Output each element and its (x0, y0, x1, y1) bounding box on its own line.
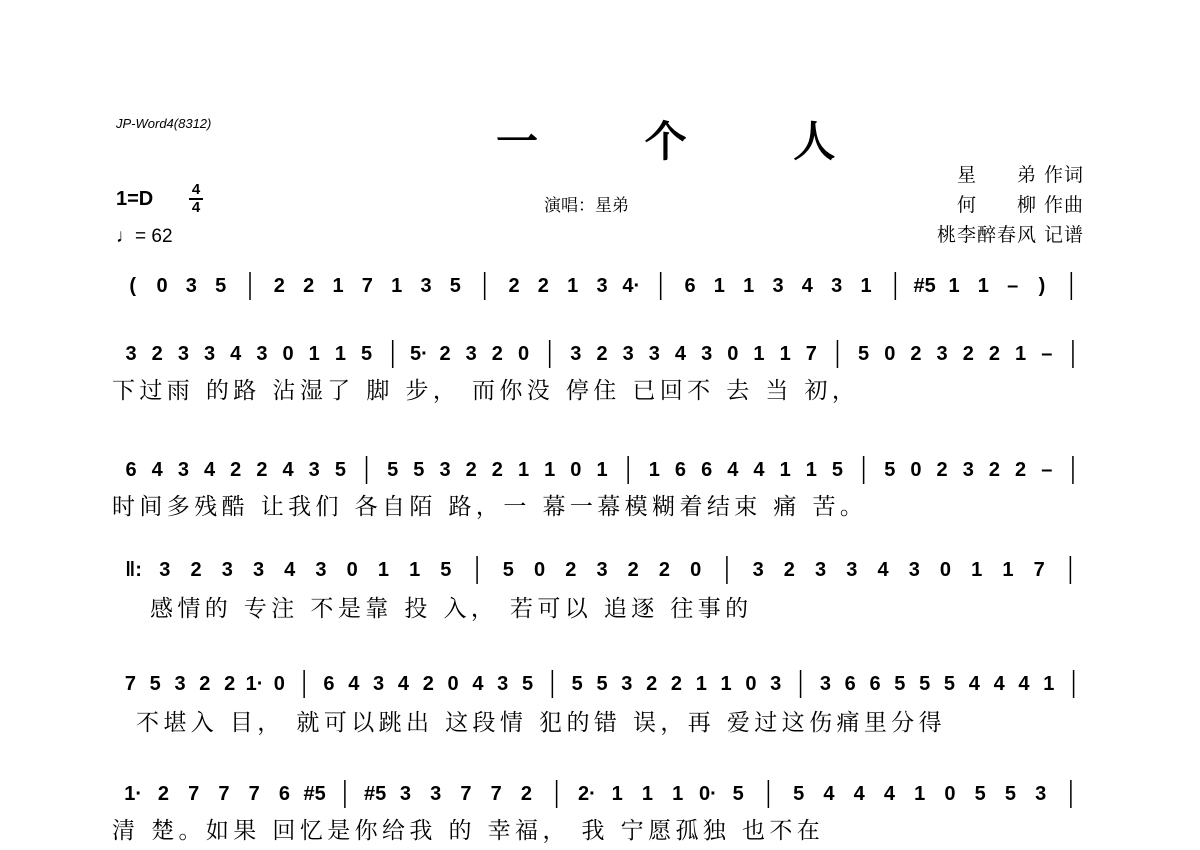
note-symbol: 3 (908, 559, 920, 581)
note-symbol: 1 (914, 783, 926, 805)
note-symbol: 1 (720, 673, 732, 695)
note-symbol: 4 (674, 343, 687, 365)
note-symbol: 6 (844, 673, 856, 695)
note-symbol: 3 (772, 275, 784, 297)
note-symbol: 2 (565, 559, 577, 581)
note-symbol: 1 (743, 275, 755, 297)
note-symbol: 3 (221, 559, 233, 581)
note-symbol: 7 (1033, 559, 1045, 581)
note-symbol: 1 (596, 459, 608, 481)
note-symbol: 6 (323, 673, 335, 695)
note-symbol: 2 (422, 673, 434, 695)
note-symbol: 2 (491, 459, 503, 481)
note-symbol: 1 (779, 459, 791, 481)
note-symbol: 2 (256, 459, 268, 481)
note-symbol: 2 (988, 343, 1000, 365)
note-symbol: 1 (805, 459, 817, 481)
note-symbol: ‖: (125, 559, 142, 581)
note-symbol: 3 (204, 343, 216, 365)
note-symbol: 2 (224, 673, 236, 695)
note-symbol: 5· (409, 343, 428, 365)
note-symbol: 4 (397, 673, 409, 695)
note-symbol: 1· (124, 783, 143, 805)
note-symbol: 0 (884, 343, 896, 365)
note-symbol: 3 (373, 673, 385, 695)
note-symbol: 1 (948, 275, 960, 297)
note-symbol: 4 (151, 459, 163, 481)
note-symbol: 5 (831, 459, 844, 481)
note-symbol: 3 (752, 559, 764, 581)
lyrics-line-4: 感情的 专注 不是靠 投 入， 若可以 追逐 往事的 (150, 596, 753, 622)
note-symbol: 1 (517, 459, 530, 481)
note-symbol: 6 (674, 459, 687, 481)
note-symbol: 4 (230, 343, 242, 365)
song-title: 一 个 人 (496, 117, 882, 166)
lyricist-credit: 星 弟 作词 (956, 164, 1084, 186)
notation-row-1 (112, 268, 1092, 304)
note-symbol: 0 (939, 559, 952, 581)
note-symbol: 7 (460, 783, 472, 805)
note-symbol: 5 (360, 343, 373, 365)
note-symbol: 5 (974, 783, 986, 805)
note-symbol: 3 (177, 459, 189, 481)
note-symbol: 2 (646, 673, 658, 695)
note-symbol: 0 (745, 673, 757, 695)
note-symbol: 5 (571, 673, 583, 695)
note-symbol: 4 (204, 459, 216, 481)
lyrics-line-5: 不堪入 目， 就可以跳出 这段情 犯的错 误，再 爱过这伤痛里分得 (136, 710, 947, 736)
note-symbol: 1 (332, 275, 344, 297)
note-symbol: 5 (387, 459, 399, 481)
note-symbol: 5 (215, 275, 227, 297)
note-symbol: 2 (520, 783, 532, 805)
note-symbol: 2 (491, 343, 503, 365)
note-symbol: #5 (913, 275, 936, 297)
note-symbol: 2 (627, 559, 639, 581)
note-symbol: 4 (753, 459, 765, 481)
composer-credit: 何 柳 作曲 (956, 194, 1084, 216)
note-symbol: 0 (517, 343, 530, 365)
lyrics-line-2: 下过雨 的路 沾湿了 脚 步， 而你没 停住 已回不 去 当 初， (112, 378, 860, 404)
notation-row-6 (112, 776, 1092, 812)
note-symbol: 3 (315, 559, 327, 581)
software-tag: JP-Word4(8312) (116, 116, 212, 131)
note-symbol: 1 (391, 275, 403, 297)
note-symbol: 4 (823, 783, 835, 805)
note-symbol: 3 (648, 343, 660, 365)
note-symbol: 2 (537, 275, 549, 297)
note-symbol: 1 (860, 275, 872, 297)
note-symbol: 5 (943, 673, 956, 695)
note-symbol: – (1007, 275, 1019, 297)
note-symbol: 3 (831, 275, 843, 297)
notation-row-5 (112, 666, 1092, 702)
note-symbol: 3 (770, 673, 782, 695)
notation-svg-3 (112, 452, 1092, 488)
note-symbol: 0 (346, 559, 358, 581)
note-symbol: 5 (884, 459, 896, 481)
note-symbol: 3 (177, 343, 189, 365)
note-symbol: 1 (641, 783, 653, 805)
tempo-marking: ♩= 62 (116, 226, 173, 247)
note-symbol: 4 (853, 783, 865, 805)
note-symbol: 3 (846, 559, 858, 581)
note-symbol: 3 (439, 459, 451, 481)
note-symbol: 2 (199, 673, 211, 695)
note-symbol: 4 (282, 459, 294, 481)
note-symbol: 4 (1018, 673, 1030, 695)
note-symbol: 4· (622, 275, 641, 297)
note-symbol: 3 (252, 559, 265, 581)
note-symbol: 1 (971, 559, 983, 581)
note-symbol: 5 (521, 673, 534, 695)
note-symbol: 4 (993, 673, 1005, 695)
note-symbol: 2· (577, 783, 596, 805)
notation-row-3 (112, 452, 1092, 488)
note-symbol: ( (129, 275, 137, 297)
note-symbol: 1 (308, 343, 320, 365)
lyrics-line-6: 清 楚。如果 回忆是你给我 的 幸福， 我 宁愿孤独 也不在 (112, 818, 825, 844)
note-symbol: 1 (713, 275, 725, 297)
notation-svg-6 (112, 776, 1092, 812)
note-symbol: 4 (801, 275, 813, 297)
note-symbol: 0 (533, 559, 546, 581)
note-symbol: 2 (988, 459, 1000, 481)
note-symbol: 5 (596, 673, 608, 695)
note-symbol: – (1041, 343, 1053, 365)
notation-row-2 (112, 336, 1092, 372)
note-symbol: 5 (793, 783, 805, 805)
note-symbol: 3 (819, 673, 831, 695)
note-symbol: 4 (727, 459, 739, 481)
notation-svg-1 (112, 268, 1092, 304)
note-symbol: 0 (273, 673, 285, 695)
note-symbol: 3 (570, 343, 582, 365)
note-symbol: 4 (348, 673, 360, 695)
note-symbol: 2 (670, 673, 683, 695)
note-symbol: 0 (727, 343, 739, 365)
note-symbol: 6 (701, 459, 713, 481)
note-symbol: 7 (248, 783, 260, 805)
note-symbol: 5 (413, 459, 425, 481)
notation-svg-4 (112, 552, 1092, 588)
note-symbol: 7 (805, 343, 817, 365)
note-symbol: 3 (174, 673, 186, 695)
note-symbol: 7 (218, 783, 230, 805)
note-symbol: 6 (869, 673, 881, 695)
note-symbol: 1 (334, 343, 346, 365)
note-symbol: 0 (282, 343, 294, 365)
note-symbol: 1 (695, 673, 707, 695)
note-symbol: 0· (698, 783, 717, 805)
note-symbol: 1 (648, 459, 660, 481)
notation-row-4 (112, 552, 1092, 588)
note-symbol: 0 (570, 459, 582, 481)
note-symbol: 3 (497, 673, 509, 695)
note-symbol: 1 (1002, 559, 1014, 581)
lyrics-line-3: 时间多残酷 让我们 各自陌 路，一 幕一幕模糊着结束 痛 苦。 (112, 494, 868, 520)
note-symbol: 3 (399, 783, 411, 805)
note-symbol: 1 (1015, 343, 1027, 365)
note-symbol: 2 (783, 559, 795, 581)
note-symbol: 0 (944, 783, 956, 805)
note-symbol: 5 (858, 343, 870, 365)
note-symbol: 7 (188, 783, 200, 805)
note-symbol: 1 (672, 783, 684, 805)
transcriber-credit: 桃李醉春风 记谱 (936, 224, 1084, 246)
note-symbol: 2 (508, 275, 520, 297)
note-symbol: 4 (472, 673, 484, 695)
note-symbol: 3 (962, 459, 974, 481)
time-signature-top: 4 (191, 181, 201, 198)
note-symbol: 1 (779, 343, 791, 365)
note-symbol: 1 (567, 275, 579, 297)
notation-svg-2 (112, 336, 1092, 372)
note-symbol: 3 (701, 343, 713, 365)
note-symbol: 2 (658, 559, 671, 581)
note-symbol: 3 (465, 343, 477, 365)
note-symbol: 2 (936, 459, 948, 481)
note-symbol: 3 (185, 275, 197, 297)
note-symbol: 7 (490, 783, 502, 805)
note-symbol: 3 (622, 343, 634, 365)
note-symbol: 2 (1015, 459, 1027, 481)
note-symbol: 2 (910, 343, 922, 365)
note-symbol: 5 (1004, 783, 1016, 805)
note-symbol: 2 (190, 559, 202, 581)
note-symbol: 1 (611, 783, 623, 805)
note-symbol: 5 (732, 783, 744, 805)
note-symbol: 0 (447, 673, 459, 695)
note-symbol: 1 (977, 275, 989, 297)
note-symbol: 3 (596, 559, 608, 581)
note-symbol: #5 (364, 783, 387, 805)
note-symbol: 2 (303, 275, 315, 297)
time-signature (186, 182, 206, 216)
note-symbol: 2 (273, 275, 285, 297)
note-symbol: 3 (430, 783, 442, 805)
note-symbol: 3 (621, 673, 633, 695)
note-symbol: 5 (149, 673, 161, 695)
note-symbol: 2 (439, 343, 451, 365)
note-symbol: 1 (409, 559, 421, 581)
note-symbol: 4 (284, 559, 296, 581)
note-symbol: 1 (1043, 673, 1055, 695)
note-symbol: 1· (245, 673, 264, 695)
note-symbol: 2 (157, 783, 169, 805)
note-symbol: 5 (919, 673, 931, 695)
note-symbol: 1 (544, 459, 556, 481)
time-signature-bottom: 4 (191, 199, 201, 216)
note-symbol: 4 (968, 673, 980, 695)
note-symbol: 0 (910, 459, 922, 481)
note-symbol: 5 (440, 559, 452, 581)
singer-credit: 演唱：星弟 (544, 196, 629, 216)
note-symbol: – (1041, 459, 1053, 481)
note-symbol: 2 (230, 459, 242, 481)
note-symbol: 4 (883, 783, 895, 805)
note-symbol: 3 (308, 459, 320, 481)
note-symbol: 6 (125, 459, 137, 481)
notation-svg-5 (112, 666, 1092, 702)
note-symbol: ) (1038, 275, 1046, 297)
note-symbol: 7 (124, 673, 136, 695)
note-symbol: 6 (278, 783, 290, 805)
note-symbol: 1 (753, 343, 765, 365)
note-symbol: 3 (1035, 783, 1047, 805)
note-symbol: 2 (465, 459, 477, 481)
note-symbol: 5 (449, 275, 461, 297)
note-symbol: 3 (936, 343, 948, 365)
note-symbol: 5 (502, 559, 514, 581)
note-symbol: #5 (303, 783, 326, 805)
note-symbol: 7 (361, 275, 373, 297)
note-symbol: 5 (334, 459, 346, 481)
note-symbol: 4 (877, 559, 889, 581)
note-symbol: 2 (596, 343, 608, 365)
note-symbol: 5 (894, 673, 906, 695)
key-signature: 1=D (116, 188, 154, 210)
note-symbol: 3 (125, 343, 137, 365)
note-symbol: 3 (815, 559, 827, 581)
note-symbol: 1 (377, 559, 389, 581)
note-symbol: 2 (151, 343, 163, 365)
note-symbol: 0 (690, 559, 702, 581)
note-symbol: 3 (256, 343, 268, 365)
note-symbol: 3 (420, 275, 432, 297)
note-symbol: 3 (159, 559, 171, 581)
note-symbol: 6 (684, 275, 696, 297)
note-symbol: 2 (962, 343, 974, 365)
note-symbol: 3 (596, 275, 608, 297)
note-symbol: 0 (156, 275, 168, 297)
